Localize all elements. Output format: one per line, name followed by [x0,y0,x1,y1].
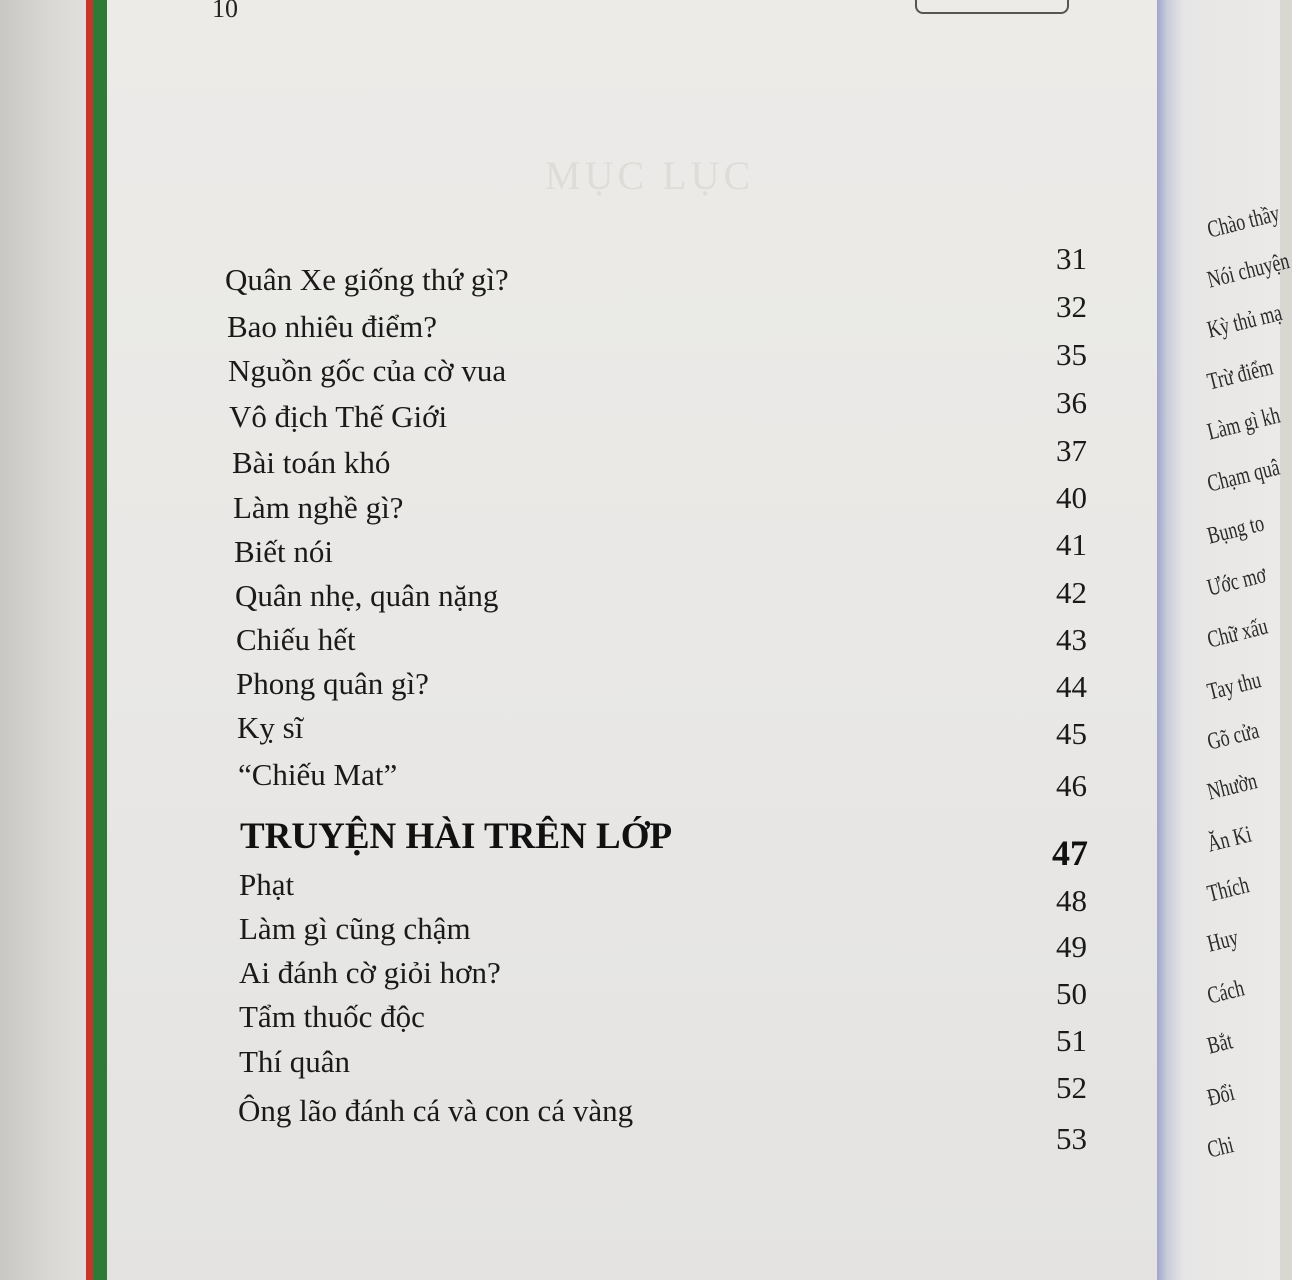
facing-page-line: Chạm quâ [1204,454,1283,498]
toc-entry-title: Biết nói [234,534,334,569]
previous-page-edge [0,0,96,1280]
section-heading: TRUYỆN HÀI TRÊN LỚP [240,816,673,857]
toc-entry-title: Làm nghề gì? [233,490,404,525]
toc-entry-page: 45 [1056,716,1087,751]
facing-page-line: Thích [1204,872,1252,908]
spine-red-stripe [86,0,93,1280]
facing-page-line: Trừ điểm [1204,354,1276,396]
toc-entry-page: 36 [1056,385,1087,420]
toc-entry-page: 31 [1056,241,1087,276]
header-ornament [915,0,1069,14]
toc-entry-title: Chiếu hết [236,622,356,657]
show-through-title: MỤC LỤC [545,153,755,198]
facing-page-line: Nói chuyện [1204,248,1292,294]
toc-entry-page: 43 [1056,622,1087,657]
toc-entry-title: Thí quân [239,1044,351,1079]
toc-entry-page: 51 [1056,1023,1087,1058]
spine-green-stripe [93,0,107,1280]
facing-page-line: Ước mơ [1204,562,1269,602]
toc-entry-page: 41 [1056,527,1087,562]
toc-entry-title: Vô địch Thế Giới [229,399,448,434]
toc-entry-page: 35 [1056,337,1087,372]
toc-entry-title: Kỵ sĩ [237,710,304,745]
toc-entry-title: Làm gì cũng chậm [239,911,471,946]
toc-entry-title: Tẩm thuốc độc [239,999,425,1034]
toc-entry-page: 52 [1056,1070,1087,1105]
toc-entry-title: Ai đánh cờ giỏi hơn? [239,955,501,990]
toc-entry-page: 46 [1056,768,1087,803]
facing-page-line: Làm gì kh [1204,402,1283,446]
toc-entry-page: 50 [1056,976,1087,1011]
facing-page-line: Chào thầy [1204,200,1283,244]
toc-entry-title: Quân nhẹ, quân nặng [235,578,499,613]
facing-page-line: Gõ cửa [1204,717,1262,756]
toc-entry-title: Quân Xe giống thứ gì? [225,262,509,297]
toc-entry-title: Bài toán khó [232,445,391,480]
section-heading-page: 47 [1052,833,1088,873]
facing-page-line: Kỳ thủ mạ [1204,300,1285,344]
toc-entry-title: Ông lão đánh cá và con cá vàng [238,1093,634,1128]
toc-entry-title: Nguồn gốc của cờ vua [228,353,507,388]
toc-entry-page: 48 [1056,883,1087,918]
facing-page-line: Bắt [1204,1028,1236,1060]
toc-entry-page: 44 [1056,669,1087,704]
facing-page-line: Bụng to [1204,510,1267,550]
page-number: 10 [212,0,238,23]
toc-entry-title: Phong quân gì? [236,666,429,701]
facing-page-line: Cách [1204,975,1247,1010]
toc-entry-title: Bao nhiêu điểm? [227,309,438,344]
toc-entry-page: 49 [1056,929,1087,964]
toc-entry-title: “Chiếu Mat” [238,757,398,792]
facing-page-line: Ăn Ki [1204,821,1255,858]
toc-entry-page: 42 [1056,575,1087,610]
facing-page-line: Chữ xấu [1204,613,1271,654]
facing-page-line: Nhườn [1204,768,1260,806]
toc-entry-page: 37 [1056,433,1087,468]
toc-entry-title: Phạt [239,867,295,902]
toc-entry-page: 53 [1056,1121,1087,1156]
facing-page-line: Tay thu [1204,667,1264,706]
facing-page-line: Đổi [1204,1079,1238,1112]
toc-entry-page: 32 [1056,289,1087,324]
facing-page-line: Chi [1204,1132,1237,1164]
toc-entry-page: 40 [1056,480,1087,515]
facing-page-line: Huy [1204,924,1242,958]
